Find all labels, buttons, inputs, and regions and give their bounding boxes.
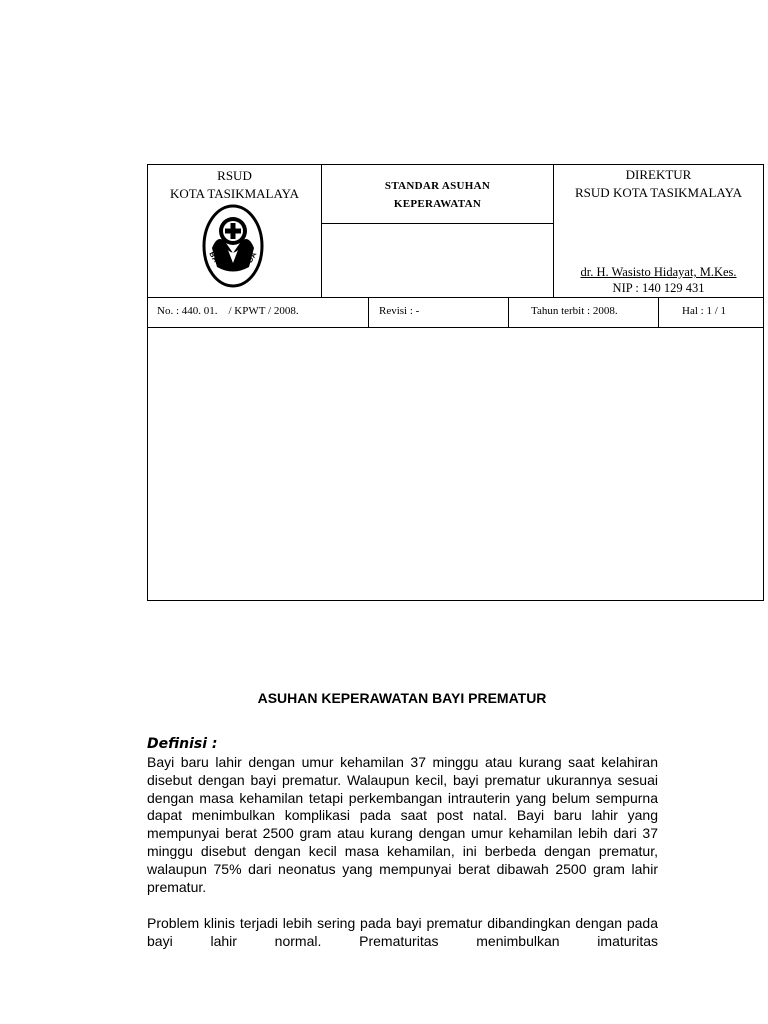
hospital-name: [148, 167, 321, 203]
meta-col-1: [368, 297, 369, 328]
table-border-bottom: [147, 600, 764, 601]
table-rule-meta-bottom: [147, 327, 764, 328]
director-title: [554, 166, 763, 202]
hospital-line1: RSUD: [217, 168, 252, 183]
table-border-right: [763, 164, 764, 601]
bakti-husada-logo: [202, 203, 264, 289]
meta-col-3: [658, 297, 659, 328]
doc-year: Tahun terbit : 2008.: [531, 305, 618, 317]
director-line2: RSUD KOTA TASIKMALAYA: [575, 185, 742, 200]
director-signature: [554, 264, 763, 296]
logo-text: BAKTI HUSADA: [207, 250, 259, 274]
doc-revision: Revisi : -: [379, 305, 420, 317]
doc-page: Hal : 1 / 1: [682, 305, 726, 317]
page-title: ASUHAN KEPERAWATAN BAYI PREMATUR: [257, 690, 547, 706]
director-name: dr. H. Wasisto Hidayat, M.Kes.: [580, 265, 737, 279]
meta-col-2: [508, 297, 509, 328]
logo-emblem: [202, 203, 264, 289]
clinical-paragraph: Problem klinis terjadi lebih sering pada bayi prematur dibandingkan dengan pada bayi lahir normal. Prematuritas menimbulkan imaturitas: [147, 915, 658, 949]
director-line1: DIREKTUR: [625, 167, 692, 182]
table-rule-middle: [321, 223, 554, 224]
table-border-left: [147, 164, 148, 601]
hospital-line2: KOTA TASIKMALAYA: [169, 186, 300, 201]
table-rule-meta-top: [147, 297, 764, 298]
doc-title-line2: KEPERAWATAN: [393, 198, 482, 210]
doc-title: [322, 177, 553, 213]
definition-paragraph: Bayi baru lahir dengan umur kehamilan 37 minggu atau kurang saat kelahiran disebut dengan bayi prematur. Walaupun kecil, bayi prematur ukurannya sesuai dengan masa kehamilan tetapi perkembangan intrauterin yang belum sempurna dapat menimbulkan komplikasi pada saat post natal. Bayi baru lahir yang mempunyai berat 2500 gram atau kurang dengan umur kehamilan lebih dari 37 minggu disebut dengan kecil masa kehamilan, ini berbeda dengan prematur, walaupun 75% dari neonatus yang mempunyai berat dibawah 2500 gram lahir prematur.: [147, 754, 658, 895]
definition-heading: Definisi :: [147, 736, 218, 752]
director-nip: NIP : 140 129 431: [612, 281, 705, 295]
doc-title-line1: STANDAR ASUHAN: [384, 180, 491, 192]
doc-number: No. : 440. 01. / KPWT / 2008.: [157, 305, 299, 317]
table-border-top: [147, 164, 764, 165]
